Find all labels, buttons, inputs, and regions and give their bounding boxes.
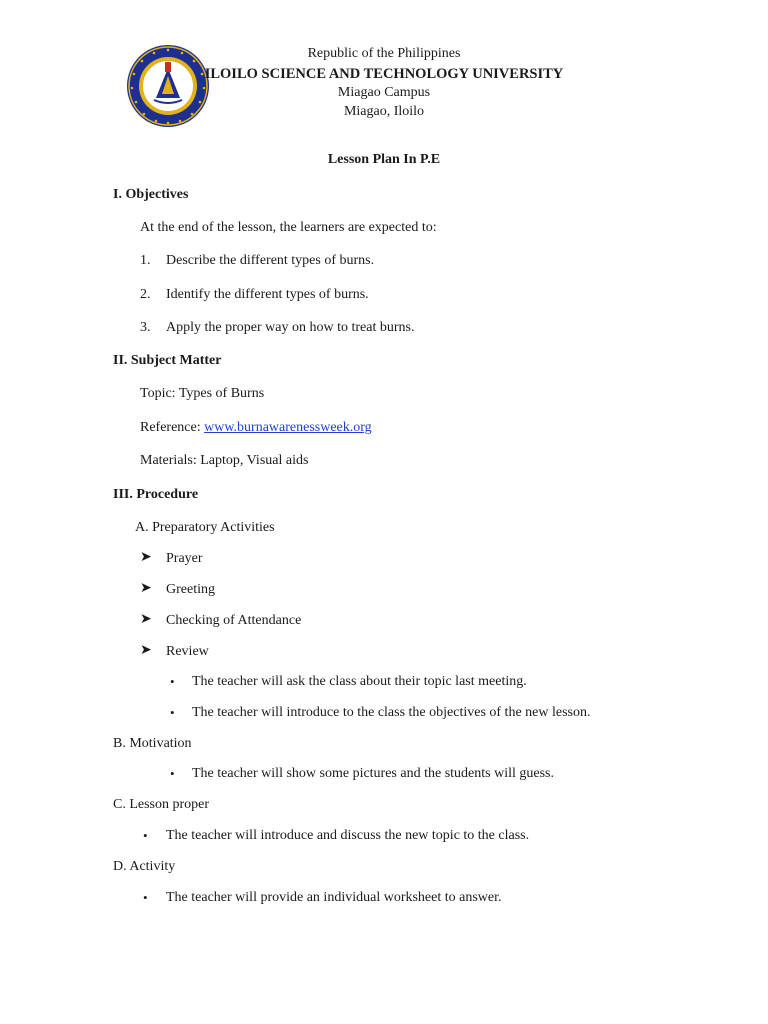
activity-item: Checking of Attendance	[166, 613, 302, 628]
document-title: Lesson Plan In P.E	[327, 152, 441, 167]
subject-topic: Topic: Types of Burns	[140, 386, 265, 401]
objective-text: Identify the different types of burns.	[166, 287, 369, 302]
reference-label: Reference:	[140, 420, 205, 435]
header-campus: Miagao Campus	[337, 85, 431, 100]
motivation-heading: B. Motivation	[113, 736, 192, 751]
lesson-proper-bullet: The teacher will introduce and discuss the new topic to the class.	[166, 828, 530, 843]
bullet-icon: •	[170, 705, 175, 720]
activity-bullet: The teacher will provide an individual worksheet to answer.	[166, 890, 502, 905]
bullet-icon: •	[170, 766, 175, 781]
arrow-bullet-icon: ➤	[140, 550, 152, 565]
objective-number: 1.	[140, 253, 151, 268]
lesson-proper-heading: C. Lesson proper	[113, 797, 210, 812]
header-location: Miagao, Iloilo	[343, 104, 425, 119]
header-republic: Republic of the Philippines	[307, 46, 461, 61]
bullet-icon: •	[143, 890, 148, 905]
subject-reference	[140, 419, 372, 437]
motivation-bullet: The teacher will show some pictures and the students will guess.	[192, 766, 554, 781]
subject-heading: II. Subject Matter	[113, 353, 222, 368]
activity-item: Greeting	[166, 582, 215, 597]
subject-materials: Materials: Laptop, Visual aids	[140, 453, 309, 468]
objectives-intro: At the end of the lesson, the learners are expected to:	[140, 220, 437, 235]
objective-text: Apply the proper way on how to treat burns.	[166, 320, 415, 335]
bullet-icon: •	[170, 674, 175, 689]
activity-item: Review	[166, 644, 209, 659]
procedure-heading: III. Procedure	[113, 487, 199, 502]
objective-number: 3.	[140, 320, 151, 335]
objective-text: Describe the different types of burns.	[166, 253, 375, 268]
review-bullet: The teacher will introduce to the class the objectives of the new lesson.	[192, 705, 591, 720]
activity-heading: D. Activity	[113, 859, 176, 874]
arrow-bullet-icon: ➤	[140, 643, 152, 658]
reference-link[interactable]: www.burnawarenessweek.org	[204, 420, 372, 435]
preparatory-activities: A. Preparatory Activities	[135, 520, 275, 535]
arrow-bullet-icon: ➤	[140, 612, 152, 627]
objective-number: 2.	[140, 287, 151, 302]
header-university-name: ILOILO SCIENCE AND TECHNOLOGY UNIVERSITY	[204, 66, 564, 82]
arrow-bullet-icon: ➤	[140, 581, 152, 596]
bullet-icon: •	[143, 828, 148, 843]
activity-item: Prayer	[166, 551, 203, 566]
review-bullet: The teacher will ask the class about their topic last meeting.	[192, 674, 527, 689]
objectives-heading: I. Objectives	[113, 187, 189, 202]
